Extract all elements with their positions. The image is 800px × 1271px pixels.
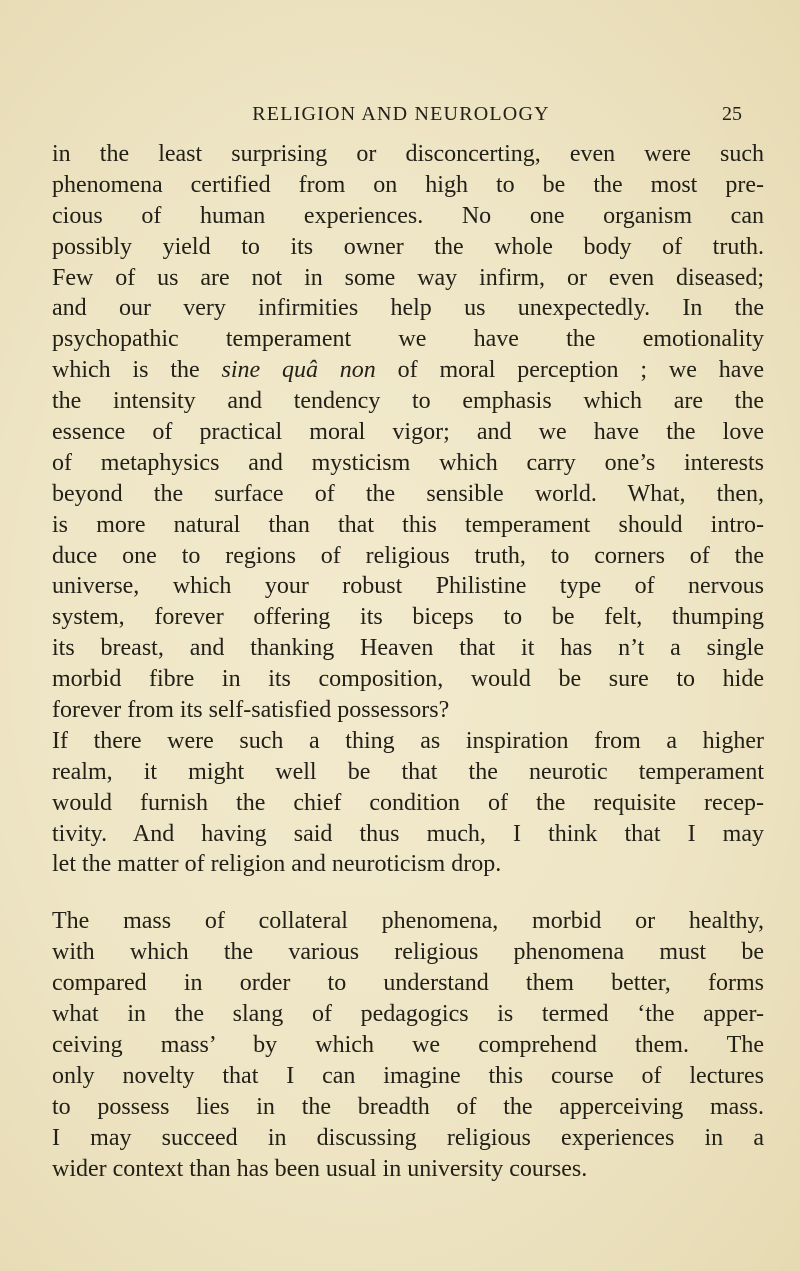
text-line: what in the slang of pedagogics is termed ‘the apper- xyxy=(52,1001,764,1028)
text-line: would furnish the chief condition of the requisite recep- xyxy=(52,789,764,816)
text-line: If there were such a thing as inspiration from a higher xyxy=(52,727,764,754)
text-line: possibly yield to its owner the whole body of truth. xyxy=(52,233,764,260)
text-line: with which the various religious phenomena must be xyxy=(52,939,764,966)
running-head xyxy=(60,103,742,131)
text-line: psychopathic temperament we have the emotionality xyxy=(52,326,764,353)
text-segment: of moral perception ; we have xyxy=(375,357,764,384)
text-line: its breast, and thanking Heaven that it has n’t a single xyxy=(52,635,764,662)
page-number: 25 xyxy=(722,103,742,125)
latin-phrase: sine quâ non xyxy=(221,357,376,384)
text-line: system, forever offering its biceps to be felt, thumping xyxy=(52,604,764,631)
text-line: of metaphysics and mysticism which carry one’s interests xyxy=(52,449,764,476)
text-segment: which is the xyxy=(52,357,222,384)
paragraph-2 xyxy=(52,726,764,880)
text-line: essence of practical moral vigor; and we have the love xyxy=(52,419,764,446)
text-line: realm, it might well be that the neurotic temperament xyxy=(52,758,764,785)
text-line: universe, which your robust Philistine type of nervous xyxy=(52,573,764,600)
text-line: let the matter of religion and neuroticism drop. xyxy=(52,851,502,878)
text-line: to possess lies in the breadth of the apperceiving mass. xyxy=(52,1093,764,1120)
paragraph-3 xyxy=(52,906,764,1184)
text-line: The mass of collateral phenomena, morbid or healthy, xyxy=(52,908,764,935)
text-line: tivity. And having said thus much, I think that I may xyxy=(52,820,764,847)
text-line: only novelty that I can imagine this course of lectures xyxy=(52,1062,764,1089)
text-line: cious of human experiences. No one organism can xyxy=(52,202,764,229)
text-line: is more natural than that this temperament should intro- xyxy=(52,511,764,538)
text-line: phenomena certified from on high to be the most pre- xyxy=(52,171,764,198)
text-line: the intensity and tendency to emphasis which are the xyxy=(52,388,764,415)
text-line: I may succeed in discussing religious experiences in a xyxy=(52,1124,764,1151)
text-line: and our very infirmities help us unexpectedly. In the xyxy=(52,295,764,322)
section-gap xyxy=(52,880,764,906)
text-line: wider context than has been usual in university courses. xyxy=(52,1155,588,1182)
text-line: morbid fibre in its composition, would be sure to hide xyxy=(52,666,764,693)
text-line: in the least surprising or disconcerting, even were such xyxy=(52,141,764,167)
text-line: beyond the surface of the sensible world. What, then, xyxy=(52,480,764,507)
body-text xyxy=(52,139,764,1184)
running-title: RELIGION AND NEUROLOGY xyxy=(252,103,550,125)
paragraph-1 xyxy=(52,139,764,726)
text-line: ceiving mass’ by which we comprehend them. The xyxy=(52,1031,764,1058)
text-line: forever from its self-satisfied possessors? xyxy=(52,697,450,724)
text-line: Few of us are not in some way infirm, or even diseased; xyxy=(52,264,764,291)
text-line: duce one to regions of religious truth, to corners of the xyxy=(52,542,764,569)
text-line: compared in order to understand them better, forms xyxy=(52,970,764,997)
text-line xyxy=(52,355,764,386)
